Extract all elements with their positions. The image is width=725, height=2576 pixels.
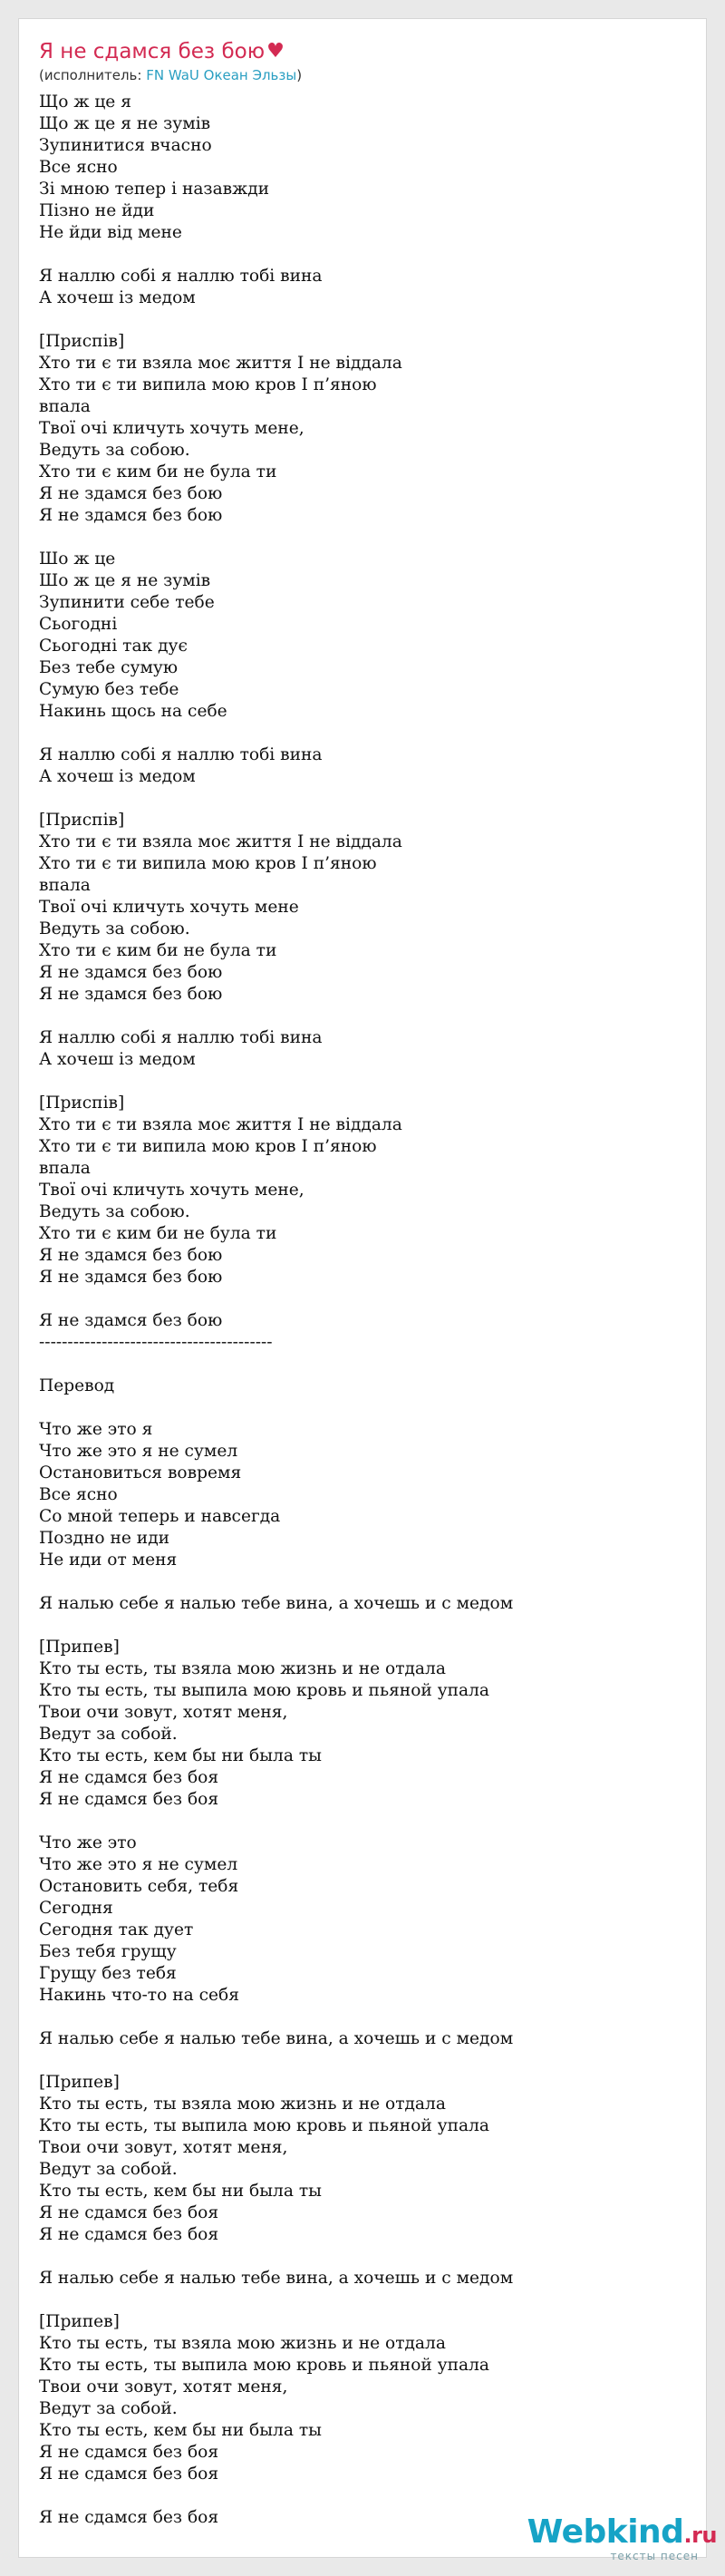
lyrics-line: Я не здамся без бою <box>39 1268 223 1287</box>
lyrics-line: Я не здамся без бою <box>39 1311 223 1330</box>
lyrics-line: Хто ти є ти взяла моє життя I не віддала <box>39 832 402 851</box>
lyrics-line: Я налью себе я налью тебе вина, а хочешь и с медом <box>39 2029 514 2048</box>
lyrics-text <box>39 92 673 2529</box>
lyrics-line: Твої очі кличуть хочуть мене, <box>39 1181 304 1200</box>
lyrics-line: Твои очи зовут, хотят меня, <box>39 2377 288 2396</box>
lyrics-line: Сегодня <box>39 1899 113 1918</box>
lyrics-line: Кто ты есть, ты взяла мою жизнь и не отдала <box>39 2095 446 2114</box>
performer-link[interactable]: FN WaU Океан Эльзы <box>146 67 297 83</box>
lyrics-line: Я не сдамся без боя <box>39 2225 219 2244</box>
lyrics-line: Хто ти є ти взяла моє життя I не віддала <box>39 354 402 373</box>
lyrics-blank-line <box>39 527 673 549</box>
lyrics-line: Я не сдамся без боя <box>39 2464 219 2484</box>
song-title <box>39 39 302 64</box>
lyrics-line: Я не сдамся без боя <box>39 1768 219 1787</box>
lyrics-line: Шо ж це <box>39 549 116 569</box>
lyrics-line: Кто ты есть, ты выпила мою кровь и пьяной упала <box>39 2356 490 2375</box>
lyrics-line: Что же это <box>39 1833 137 1852</box>
logo-tld: .ru <box>683 2523 717 2548</box>
lyrics-blank-line <box>39 788 673 810</box>
lyrics-blank-line <box>39 244 673 266</box>
lyrics-line: Твої очі кличуть хочуть мене, <box>39 419 304 438</box>
logo-tagline: тексты песен <box>610 2550 699 2562</box>
lyrics-line: Що ж це я <box>39 92 131 112</box>
lyrics-line: впала <box>39 1159 91 1178</box>
lyrics-line: Пізно не йди <box>39 201 155 220</box>
performer-line <box>39 66 302 84</box>
lyrics-line: Я не здамся без бою <box>39 506 223 525</box>
lyrics-blank-line <box>39 2050 673 2072</box>
lyrics-line: Сьогодні <box>39 615 118 634</box>
lyrics-line: Хто ти є ким би не була ти <box>39 941 277 960</box>
lyrics-line: Я наллю собі я наллю тобі вина <box>39 267 323 286</box>
lyrics-line: Я не здамся без бою <box>39 985 223 1004</box>
lyrics-line: А хочеш із медом <box>39 288 196 307</box>
lyrics-line: [Припев] <box>39 2312 120 2331</box>
lyrics-line: Хто ти є ти взяла моє життя I не віддала <box>39 1115 402 1134</box>
lyrics-line: Накинь что-то на себя <box>39 1986 239 2005</box>
lyrics-line: [Приспів] <box>39 811 125 830</box>
lyrics-line: Хто ти є ти випила мою кров I п’яною <box>39 375 377 394</box>
lyrics-line: Я налью себе я налью тебе вина, а хочешь и с медом <box>39 1594 514 1613</box>
lyrics-line: [Припев] <box>39 1638 120 1657</box>
song-title-text: Я не сдамся без бою <box>39 40 266 63</box>
lyrics-line: Ведут за собой. <box>39 2160 178 2179</box>
lyrics-line: Я не сдамся без боя <box>39 2203 219 2222</box>
lyrics-line: Не иди от меня <box>39 1550 178 1570</box>
heart-icon[interactable]: ♥ <box>266 40 285 63</box>
lyrics-line: Хто ти є ким би не була ти <box>39 1224 277 1243</box>
lyrics-line: Сумую без тебе <box>39 680 179 699</box>
lyrics-line: Остановить себя, тебя <box>39 1877 239 1896</box>
lyrics-blank-line <box>39 1288 673 1310</box>
performer-prefix: (исполнитель: <box>39 67 147 83</box>
lyrics-line: Кто ты есть, ты выпила мою кровь и пьяной упала <box>39 1681 490 1700</box>
logo-name: Webkind <box>527 2513 684 2551</box>
lyrics-line: Я наллю собі я наллю тобі вина <box>39 745 323 764</box>
lyrics-blank-line <box>39 2246 673 2268</box>
lyrics-line: [Приспів] <box>39 332 125 351</box>
lyrics-line: Кто ты есть, ты взяла мою жизнь и не отдала <box>39 1659 446 1678</box>
lyrics-line: Поздно не иди <box>39 1529 170 1548</box>
lyrics-line: Твої очі кличуть хочуть мене <box>39 898 299 917</box>
lyrics-line: Що ж це я не зумів <box>39 114 211 133</box>
lyrics-line: Зупинитися вчасно <box>39 136 212 155</box>
lyrics-blank-line <box>39 1354 673 1375</box>
lyrics-line: Все ясно <box>39 1485 118 1504</box>
lyrics-line: Сегодня так дует <box>39 1920 194 1939</box>
lyrics-line: Кто ты есть, ты выпила мою кровь и пьяной упала <box>39 2116 490 2135</box>
lyrics-blank-line <box>39 1006 673 1027</box>
lyrics-line: Что же это я <box>39 1420 153 1439</box>
lyrics-line: Без тебя грущу <box>39 1942 177 1961</box>
lyrics-line: Твои очи зовут, хотят меня, <box>39 1703 288 1722</box>
lyrics-line: Я не здамся без бою <box>39 1246 223 1265</box>
logo-wordmark <box>527 2514 717 2553</box>
lyrics-line: А хочеш із медом <box>39 1050 196 1069</box>
lyrics-line: Я не сдамся без боя <box>39 2443 219 2462</box>
lyrics-line: Я наллю собі я наллю тобі вина <box>39 1028 323 1047</box>
lyrics-line: Хто ти є ти випила мою кров I п’яною <box>39 854 377 873</box>
lyrics-line: ----------------------------------------- <box>39 1333 273 1352</box>
lyrics-line: Грущу без тебя <box>39 1964 177 1983</box>
lyrics-line: Я налью себе я налью тебе вина, а хочешь и с медом <box>39 2269 514 2288</box>
lyrics-blank-line <box>39 1811 673 1832</box>
performer-suffix: ) <box>296 67 303 83</box>
lyrics-line: Со мной теперь и навсегда <box>39 1507 281 1526</box>
lyrics-line: Без тебе сумую <box>39 658 179 677</box>
lyrics-line: Что же это я не сумел <box>39 1442 238 1461</box>
lyrics-line: Что же это я не сумел <box>39 1855 238 1874</box>
lyrics-line: [Припев] <box>39 2073 120 2092</box>
lyrics-line: Кто ты есть, кем бы ни была ты <box>39 2182 322 2201</box>
lyrics-card <box>18 18 717 2562</box>
lyrics-blank-line <box>39 1071 673 1093</box>
lyrics-line: Накинь щось на себе <box>39 702 227 721</box>
lyrics-line: Ведут за собой. <box>39 2399 178 2418</box>
lyrics-line: Я не здамся без бою <box>39 963 223 982</box>
lyrics-blank-line <box>39 1615 673 1637</box>
lyrics-line: Зі мною тепер і назавжди <box>39 180 270 199</box>
lyrics-line: Твои очи зовут, хотят меня, <box>39 2138 288 2157</box>
lyrics-line: Кто ты есть, кем бы ни была ты <box>39 1746 322 1765</box>
lyrics-blank-line <box>39 723 673 744</box>
lyrics-blank-line <box>39 1397 673 1419</box>
lyrics-line: Ведуть за собою. <box>39 919 190 938</box>
lyrics-line: Я не сдамся без боя <box>39 2508 219 2527</box>
song-header <box>39 39 302 84</box>
lyrics-line: Я не сдамся без боя <box>39 1790 219 1809</box>
lyrics-line: [Приспів] <box>39 1094 125 1113</box>
lyrics-line: Кто ты есть, ты взяла мою жизнь и не отдала <box>39 2334 446 2353</box>
lyrics-blank-line <box>39 2289 673 2311</box>
lyrics-line: Ведут за собой. <box>39 1725 178 1744</box>
lyrics-line: А хочеш із медом <box>39 767 196 786</box>
lyrics-blank-line <box>39 2007 673 2028</box>
lyrics-line: Сьогодні так дує <box>39 637 188 656</box>
lyrics-line: Остановиться вовремя <box>39 1463 242 1482</box>
lyrics-line: Шо ж це я не зумів <box>39 571 211 590</box>
lyrics-line: Я не здамся без бою <box>39 484 223 503</box>
lyrics-line: Зупинити себе тебе <box>39 593 215 612</box>
lyrics-line: Перевод <box>39 1376 115 1395</box>
site-logo[interactable] <box>527 2514 717 2562</box>
lyrics-line: Не йди від мене <box>39 223 182 242</box>
lyrics-line: Кто ты есть, кем бы ни была ты <box>39 2421 322 2440</box>
lyrics-line: Ведуть за собою. <box>39 441 190 460</box>
lyrics-line: впала <box>39 397 91 416</box>
lyrics-blank-line <box>39 2485 673 2507</box>
lyrics-line: Хто ти є ти випила мою кров I п’яною <box>39 1137 377 1156</box>
lyrics-line: Все ясно <box>39 158 118 177</box>
lyrics-line: Ведуть за собою. <box>39 1202 190 1221</box>
lyrics-blank-line <box>39 309 673 331</box>
lyrics-line: Хто ти є ким би не була ти <box>39 462 277 481</box>
lyrics-line: впала <box>39 876 91 895</box>
lyrics-blank-line <box>39 1571 673 1593</box>
